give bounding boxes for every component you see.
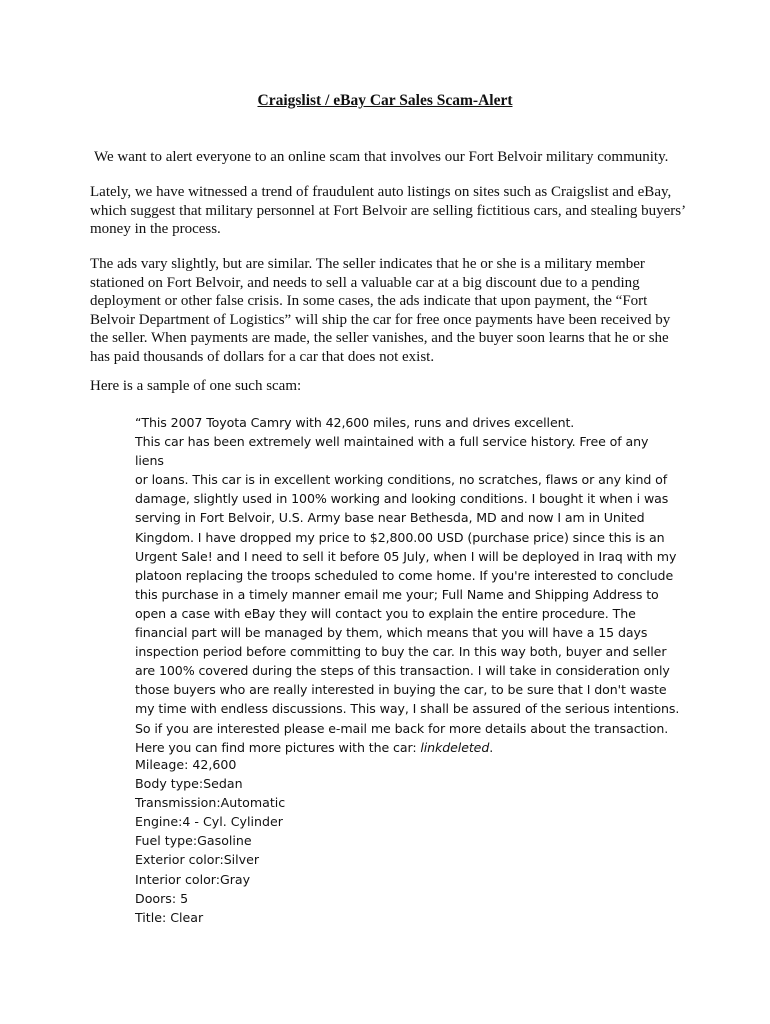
quote-line: are 100% covered during the steps of this transaction. I will take in consideration only — [135, 663, 670, 679]
quote-line: financial part will be managed by them, which means that you will have a 15 days — [135, 625, 648, 641]
sample-intro-paragraph: Here is a sample of one such scam: — [90, 378, 302, 394]
quote-line: Urgent Sale! and I need to sell it before 05 July, when I will be deployed in Iraq with my — [135, 548, 677, 564]
ads-description-paragraph: The ads vary slightly, but are similar. The seller indicates that he or she is a military member stationed on Fort Belvoir, and needs to sell a valuable car at a big discount due to a pending deployment or other false crisis. In some cases, the ads indicate that upon payment, the “Fort Belvoir Department of Logistics” will ship the car for free once payments have been received by the seller. When payments are made, the seller vanishes, and the buyer soon learns that he or she has paid thousands of dollars for a car that does not exist. — [90, 256, 671, 365]
quote-last-prefix: Here you can find more pictures with the car: — [135, 739, 421, 755]
quote-last-line — [135, 738, 680, 757]
spec-title: Title: Clear — [135, 909, 204, 925]
deleted-link: linkdeleted — [420, 739, 490, 755]
quote-line: “This 2007 Toyota Camry with 42,600 miles, runs and drives excellent. — [135, 415, 575, 430]
quote-line: platoon replacing the troops scheduled to come home. If you're interested to conclude — [135, 567, 674, 583]
intro-paragraph: We want to alert everyone to an online scam that involves our Fort Belvoir military community. — [94, 149, 669, 165]
spec-body-type: Body type:Sedan — [135, 776, 243, 792]
quote-line: Kingdom. I have dropped my price to $2,800.00 USD (purchase price) since this is an — [135, 529, 665, 545]
scam-ad-quote — [135, 413, 680, 757]
quote-line: This car has been extremely well maintained with a full service history. Free of any liens — [135, 434, 649, 469]
quote-line: So if you are interested please e-mail me back for more details about the transaction. — [135, 720, 669, 736]
spec-exterior-color: Exterior color:Silver — [135, 852, 260, 868]
document-title: Craigslist / eBay Car Sales Scam-Alert — [257, 92, 513, 109]
spec-engine: Engine:4 - Cyl. Cylinder — [135, 814, 283, 830]
spec-transmission: Transmission:Automatic — [135, 795, 286, 811]
spec-doors: Doors: 5 — [135, 890, 189, 906]
quote-line: my time with endless discussions. This way, I shall be assured of the serious intentions. — [135, 701, 680, 717]
spec-fuel-type: Fuel type:Gasoline — [135, 833, 252, 849]
quote-line: open a case with eBay they will contact you to explain the entire procedure. The — [135, 605, 636, 621]
trend-paragraph: Lately, we have witnessed a trend of fraudulent auto listings on sites such as Craigslist and eBay, which suggest that military personnel at Fort Belvoir are selling fictitious cars, and stealing buyers’ money in the process. — [90, 184, 685, 237]
quote-last-suffix: . — [489, 739, 494, 755]
quote-line: or loans. This car is in excellent working conditions, no scratches, flaws or any kind of — [135, 472, 668, 488]
spec-mileage: Mileage: 42,600 — [135, 757, 237, 772]
spec-interior-color: Interior color:Gray — [135, 871, 251, 887]
quote-line: serving in Fort Belvoir, U.S. Army base near Bethesda, MD and now I am in United — [135, 510, 645, 526]
car-specs-list — [135, 755, 285, 927]
quote-line: this purchase in a timely manner email me your; Full Name and Shipping Address to — [135, 586, 659, 602]
quote-line: those buyers who are really interested in buying the car, to be sure that I don't waste — [135, 682, 667, 698]
quote-line: inspection period before committing to buy the car. In this way both, buyer and seller — [135, 644, 667, 660]
quote-line: damage, slightly used in 100% working and looking conditions. I bought it when i was — [135, 491, 669, 507]
